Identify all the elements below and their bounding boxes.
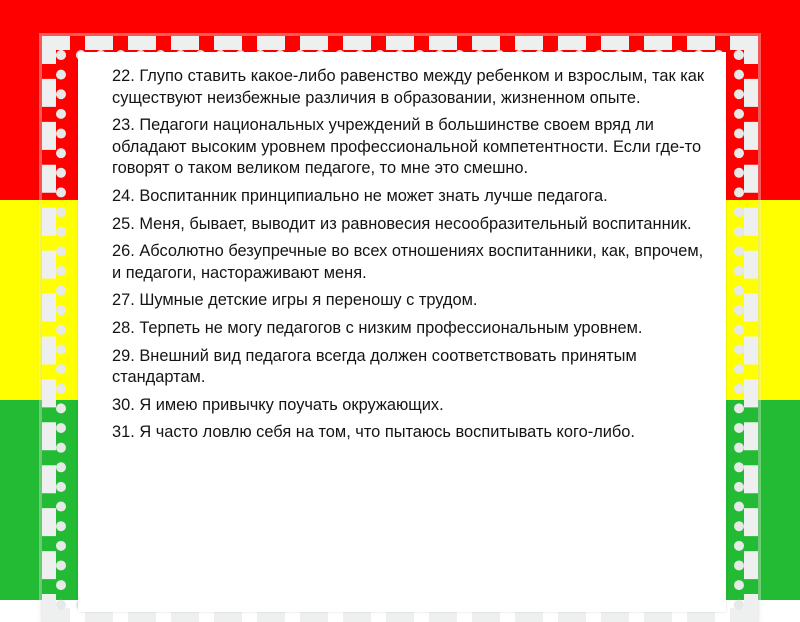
statement-item: 22. Глупо ставить какое-либо равенство между ребенком и взрослым, так как существуют неизбежные различия в образовании, жизненном опыте.	[112, 67, 705, 107]
statement-item: 29. Внешний вид педагога всегда должен соответствовать принятым стандартам.	[112, 346, 637, 387]
statement-item: 23. Педагоги национальных учреждений в большинстве своем вряд ли обладают высоким уровнем профессиональной компетентности. Если где-то говорят о таком великом педагоге, то мне это смешно.	[112, 116, 702, 178]
statement-item: 31. Я часто ловлю себя на том, что пытаюсь воспитывать кого-либо.	[112, 423, 635, 442]
statement-item: 24. Воспитанник принципиально не может знать лучше педагога.	[112, 186, 608, 205]
statement-item: 25. Меня, бывает, выводит из равновесия несообразительный воспитанник.	[112, 214, 692, 233]
statement-list	[112, 66, 712, 450]
statement-item: 26. Абсолютно безупречные во всех отношениях воспитанники, как, впрочем, и педагоги, настораживают меня.	[112, 242, 704, 282]
statement-item: 30. Я имею привычку поучать окружающих.	[112, 395, 444, 414]
statement-item: 28. Терпеть не могу педагогов с низким профессиональным уровнем.	[112, 318, 643, 337]
statement-item: 27. Шумные детские игры я переношу с трудом.	[112, 291, 478, 310]
